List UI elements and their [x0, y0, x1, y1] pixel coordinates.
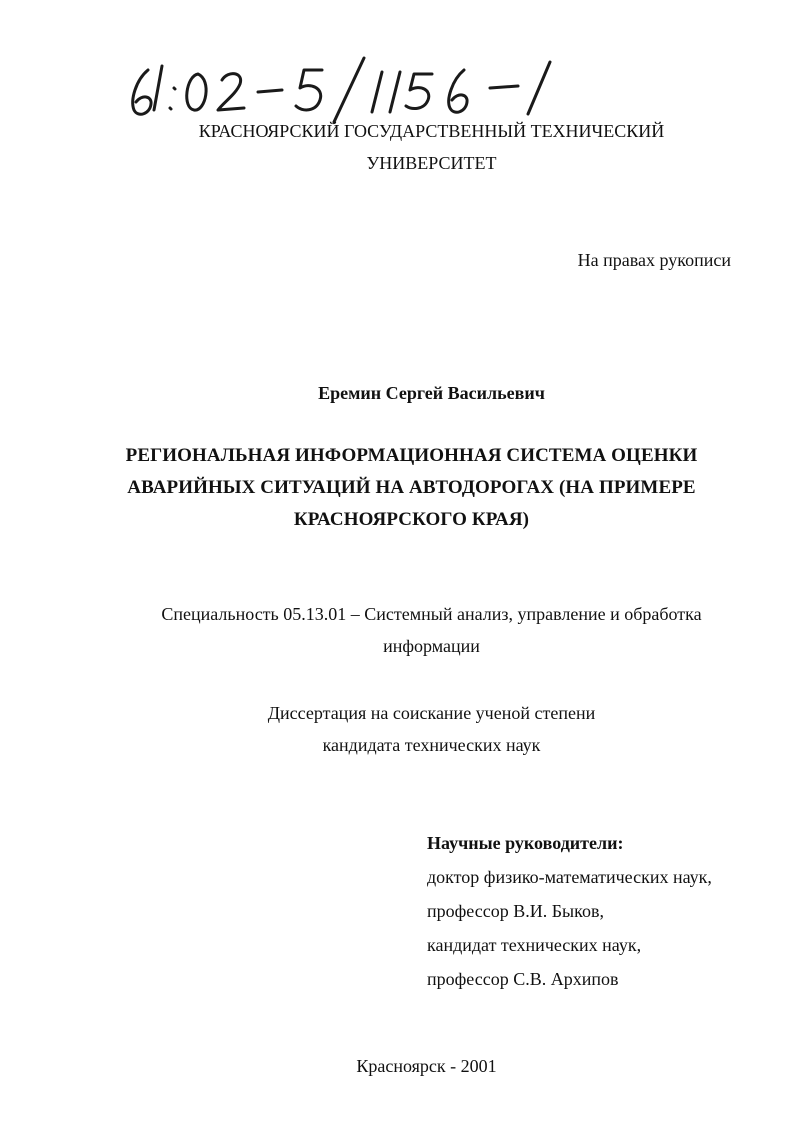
- specialty-line-1: Специальность 05.13.01 – Системный анализ, управление и обработка: [161, 604, 702, 624]
- city-year: Красноярск - 2001: [356, 1056, 497, 1076]
- title-line: АВАРИЙНЫХ СИТУАЦИЙ НА АВТОДОРОГАХ (НА ПРИМЕРЕ: [127, 477, 696, 498]
- degree-line-1: Диссертация на соискание ученой степени: [267, 703, 596, 723]
- handwriting-drawing: [118, 52, 588, 124]
- supervisors-heading: Научные руководители:: [427, 833, 624, 853]
- supervisor-line: профессор С.В. Архипов: [427, 969, 619, 989]
- supervisors-block: [427, 826, 712, 996]
- supervisor-line: доктор физико-математических наук,: [427, 867, 712, 887]
- supervisor-line: кандидат технических наук,: [427, 935, 642, 955]
- title-line: РЕГИОНАЛЬНАЯ ИНФОРМАЦИОННАЯ СИСТЕМА ОЦЕНКИ: [125, 445, 698, 466]
- handwritten-catalog-number: [118, 52, 588, 124]
- supervisor-line: профессор В.И. Быков,: [427, 901, 604, 921]
- author-name: Еремин Сергей Васильевич: [318, 383, 545, 403]
- degree-line-2: кандидата технических наук: [322, 735, 541, 755]
- university-line-2: УНИВЕРСИТЕТ: [366, 153, 497, 173]
- dissertation-title: [15, 440, 793, 536]
- university-line-1: КРАСНОЯРСКИЙ ГОСУДАРСТВЕННЫЙ ТЕХНИЧЕСКИЙ: [198, 121, 665, 141]
- rights-note: На правах рукописи: [577, 250, 731, 270]
- specialty-line-2: информации: [383, 636, 480, 656]
- title-line: КРАСНОЯРСКОГО КРАЯ): [293, 509, 530, 530]
